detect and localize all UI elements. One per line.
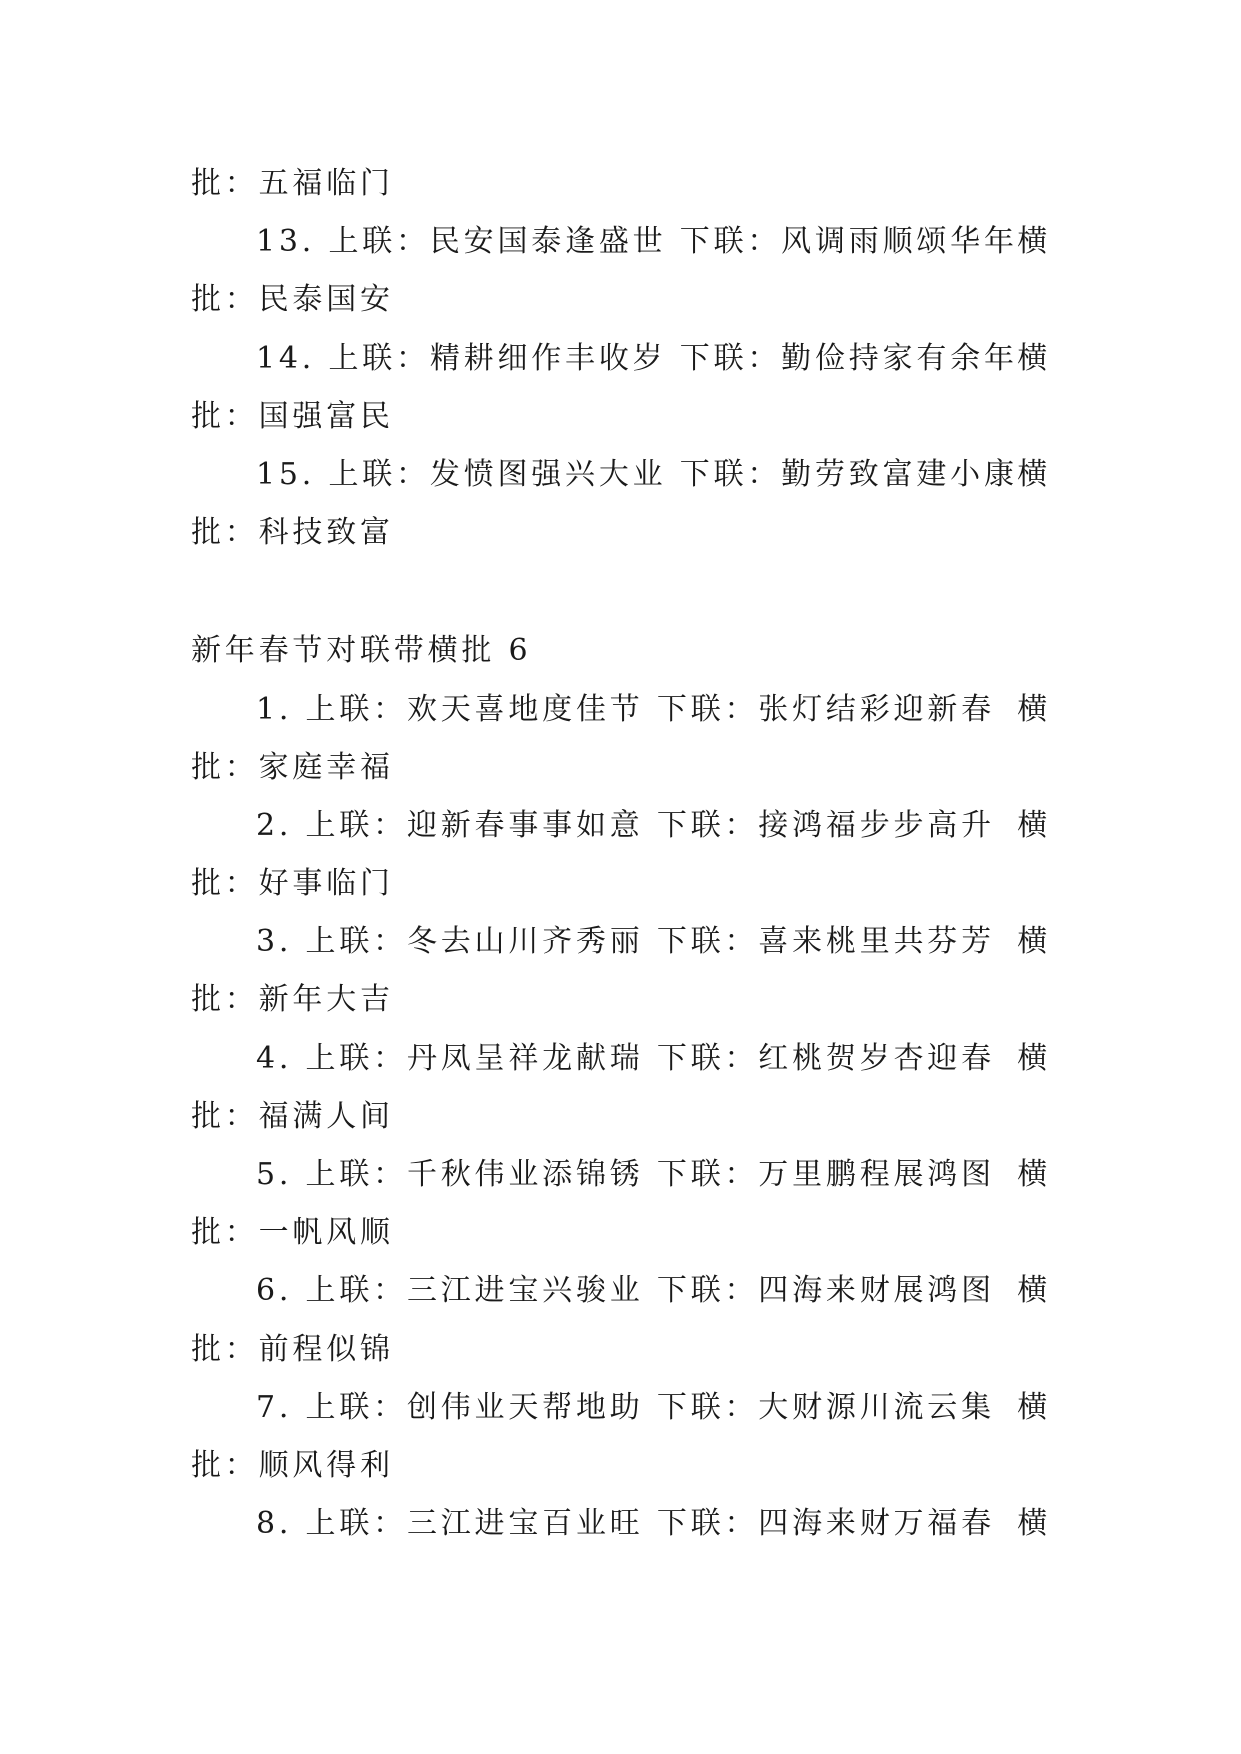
section-1-list (191, 213, 1051, 562)
couplet-line (191, 446, 1051, 504)
couplet-text: 4. 上联：丹凤呈祥龙献瑞 下联：红桃贺岁杏迎春 (256, 1040, 995, 1076)
couplet-heng: 批：科技致富 (191, 515, 394, 551)
couplet-text: 8. 上联：三江进宝百业旺 下联：四海来财万福春 (256, 1506, 995, 1542)
couplet-end: 横 (1017, 924, 1051, 960)
couplet-text: 1. 上联：欢天喜地度佳节 下联：张灯结彩迎新春 (256, 691, 995, 727)
couplet-line (191, 1379, 1051, 1437)
couplet-line (191, 797, 1051, 855)
couplet-heng: 批：家庭幸福 (191, 749, 394, 785)
couplet-end: 横 (1017, 1273, 1051, 1309)
couplet-end: 横 (1017, 1040, 1051, 1076)
section-2-list (191, 681, 1051, 1554)
couplet-text: 6. 上联：三江进宝兴骏业 下联：四海来财展鸿图 (256, 1273, 995, 1309)
couplet-end: 横 (1017, 1506, 1051, 1542)
couplet-text: 2. 上联：迎新春事事如意 下联：接鸿福步步高升 (256, 807, 995, 843)
couplet-heng: 批：民泰国安 (191, 282, 394, 318)
couplet-text: 13. 上联：民安国泰逢盛世 下联：风调雨顺颂华年 (256, 224, 1018, 260)
couplet-text: 14. 上联：精耕细作丰收岁 下联：勤俭持家有余年 (256, 340, 1018, 376)
couplet-heng: 批：一帆风顺 (191, 1215, 394, 1251)
continued-line: 批：五福临门 (191, 166, 394, 201)
couplet-line (191, 913, 1051, 971)
couplet-end: 横 (1017, 1157, 1051, 1192)
couplet-heng: 批：顺风得利 (191, 1447, 394, 1483)
couplet-heng: 批：好事临门 (191, 866, 394, 902)
couplet-text: 7. 上联：创伟业天帮地助 下联：大财源川流云集 (256, 1389, 995, 1425)
couplet-line (191, 330, 1051, 388)
couplet-heng: 批：福满人间 (191, 1098, 394, 1134)
section-gap (191, 562, 1051, 622)
couplet-line (191, 213, 1051, 271)
couplet-text: 5. 上联：千秋伟业添锦锈 下联：万里鹏程展鸿图 (256, 1157, 995, 1192)
couplet-heng: 批：前程似锦 (191, 1331, 394, 1367)
couplet-line (191, 1146, 1051, 1204)
couplet-text: 15. 上联：发愤图强兴大业 下联：勤劳致富建小康 (256, 456, 1018, 492)
couplet-end: 横 (1017, 340, 1051, 376)
couplet-line (191, 681, 1051, 739)
couplet-end: 横 (1017, 807, 1051, 843)
couplet-heng: 批：新年大吉 (191, 982, 394, 1018)
couplet-end: 横 (1017, 224, 1051, 260)
couplet-heng: 批：国强富民 (191, 398, 394, 434)
section-title: 新年春节对联带横批 6 (191, 633, 532, 669)
couplet-end: 横 (1017, 1389, 1051, 1425)
couplet-end: 横 (1017, 691, 1051, 727)
couplet-line (191, 1495, 1051, 1553)
couplet-line (191, 1262, 1051, 1320)
couplet-text: 3. 上联：冬去山川齐秀丽 下联：喜来桃里共芬芳 (256, 924, 995, 960)
couplet-end: 横 (1017, 456, 1051, 492)
couplet-line (191, 1030, 1051, 1088)
document-body (191, 155, 1051, 1553)
